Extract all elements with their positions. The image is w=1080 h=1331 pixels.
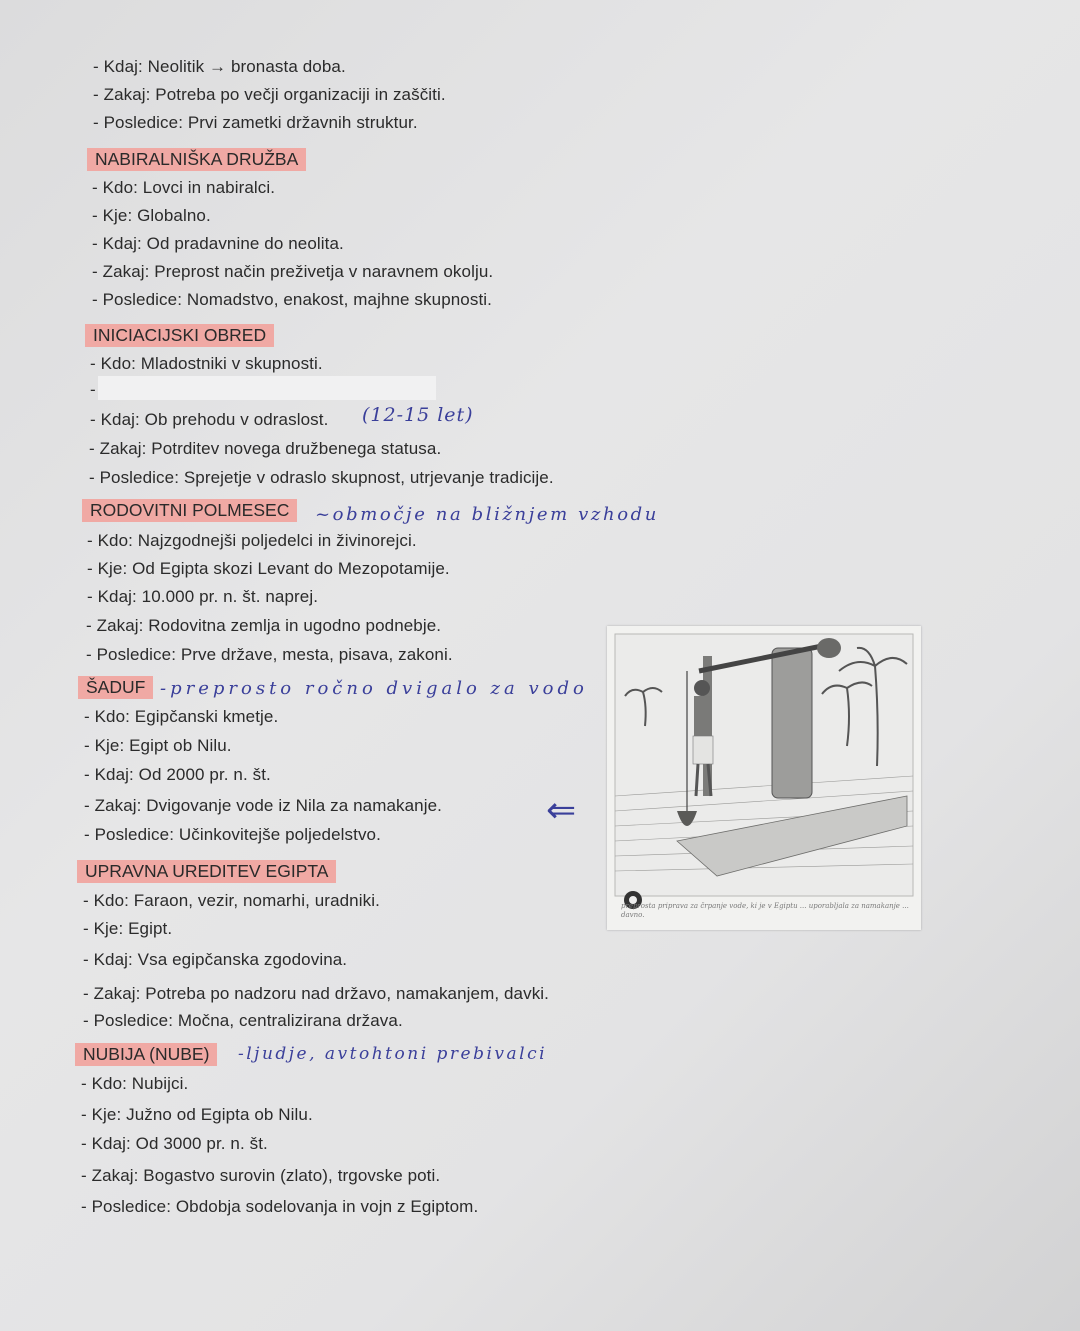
heading-rodovitni: RODOVITNI POLMESEC: [82, 499, 297, 522]
iniciacijski-zakaj: - Zakaj: Potrditev novega družbenega statusa.: [89, 439, 442, 458]
nubija-kdo: - Kdo: Nubijci.: [81, 1074, 189, 1093]
top-kdaj: - Kdaj: Neolitik → bronasta doba.: [93, 57, 346, 76]
upravna-kdaj: - Kdaj: Vsa egipčanska zgodovina.: [83, 950, 348, 969]
saduf-note: -preprosto ročno dvigalo za vodo: [160, 678, 588, 699]
rodovitni-note: ~območje na bližnjem vzhodu: [315, 504, 659, 525]
saduf-kdo: - Kdo: Egipčanski kmetje.: [84, 707, 279, 726]
saduf-kdaj: - Kdaj: Od 2000 pr. n. št.: [84, 765, 271, 784]
saduf-posledice: - Posledice: Učinkovitejše poljedelstvo.: [84, 825, 381, 844]
shaduf-illustration: [607, 626, 921, 930]
iniciacijski-kdaj: - Kdaj: Ob prehodu v odraslost.: [90, 410, 329, 429]
upravna-kje: - Kje: Egipt.: [83, 919, 173, 938]
heading-nubija: NUBIJA (NUBE): [75, 1043, 217, 1066]
nubija-kdaj: - Kdaj: Od 3000 pr. n. št.: [81, 1134, 268, 1153]
heading-nabiralniska: NABIRALNIŠKA DRUŽBA: [87, 148, 306, 171]
saduf-kje: - Kje: Egipt ob Nilu.: [84, 736, 232, 755]
heading-saduf: ŠADUF: [78, 676, 153, 699]
arrow-icon: ⇐: [546, 790, 577, 831]
rodovitni-kdaj: - Kdaj: 10.000 pr. n. št. naprej.: [87, 587, 319, 606]
nabiralniska-posledice: - Posledice: Nomadstvo, enakost, majhne skupnosti.: [92, 290, 492, 309]
nubija-kje: - Kje: Južno od Egipta ob Nilu.: [81, 1105, 313, 1124]
iniciacijski-kdaj-note: (12-15 let): [362, 404, 474, 426]
rodovitni-kdo: - Kdo: Najzgodnejši poljedelci in živinorejci.: [87, 531, 417, 550]
upravna-posledice: - Posledice: Močna, centralizirana država.: [83, 1011, 403, 1030]
iniciacijski-dash: -: [90, 380, 96, 399]
top-zakaj: - Zakaj: Potreba po večji organizaciji in zaščiti.: [93, 85, 446, 104]
top-posledice: - Posledice: Prvi zametki državnih struktur.: [93, 113, 418, 132]
nubija-note: -ljudje, avtohtoni prebivalci: [238, 1044, 548, 1064]
rodovitni-posledice: - Posledice: Prve države, mesta, pisava, zakoni.: [86, 645, 453, 664]
rodovitni-zakaj: - Zakaj: Rodovitna zemlja in ugodno podnebje.: [86, 616, 442, 635]
upravna-zakaj: - Zakaj: Potreba po nadzoru nad državo, namakanjem, davki.: [83, 984, 549, 1003]
rodovitni-kje: - Kje: Od Egipta skozi Levant do Mezopotamije.: [87, 559, 450, 578]
nubija-zakaj: - Zakaj: Bogastvo surovin (zlato), trgovske poti.: [81, 1166, 441, 1185]
correction-tape: [98, 376, 436, 400]
iniciacijski-kdo: - Kdo: Mladostniki v skupnosti.: [90, 354, 323, 373]
heading-upravna: UPRAVNA UREDITEV EGIPTA: [77, 860, 336, 883]
nabiralniska-kdaj: - Kdaj: Od pradavnine do neolita.: [92, 234, 344, 253]
iniciacijski-posledice: - Posledice: Sprejetje v odraslo skupnost, utrjevanje tradicije.: [89, 468, 554, 487]
nabiralniska-kje: - Kje: Globalno.: [92, 206, 211, 225]
heading-iniciacijski: INICIACIJSKI OBRED: [85, 324, 274, 347]
shaduf-drawing: [607, 626, 921, 930]
nabiralniska-zakaj: - Zakaj: Preprost način preživetja v naravnem okolju.: [92, 262, 494, 281]
upravna-kdo: - Kdo: Faraon, vezir, nomarhi, uradniki.: [83, 891, 380, 910]
nubija-posledice: - Posledice: Obdobja sodelovanja in vojn z Egiptom.: [81, 1197, 479, 1216]
saduf-zakaj: - Zakaj: Dvigovanje vode iz Nila za namakanje.: [84, 796, 442, 815]
nabiralniska-kdo: - Kdo: Lovci in nabiralci.: [92, 178, 276, 197]
photo-caption: preprosta priprava za črpanje vode, ki je v Egiptu ... uporabljala za namakanje ... davno.: [621, 902, 909, 919]
